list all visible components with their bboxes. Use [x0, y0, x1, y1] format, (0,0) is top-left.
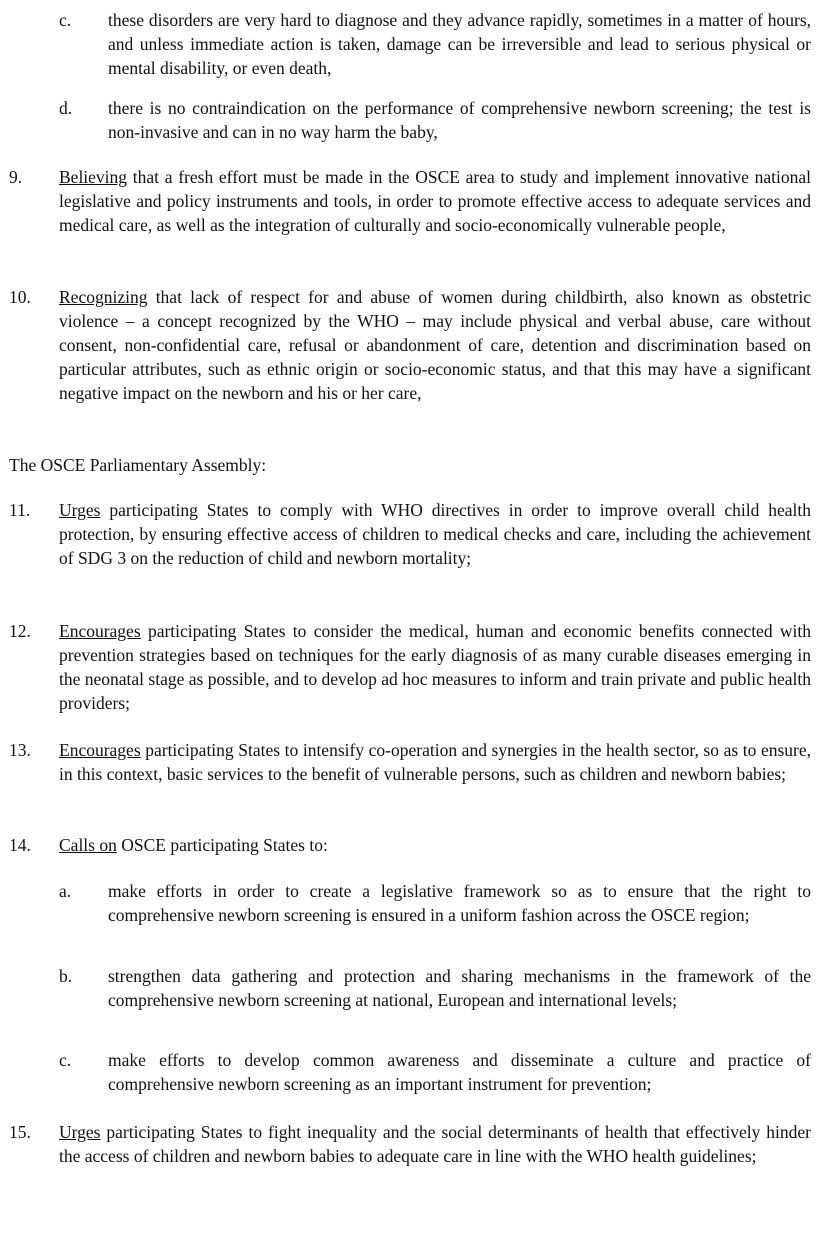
paragraph-keyword: Recognizing [59, 287, 148, 307]
clause-marker: c. [59, 10, 72, 30]
paragraph-number: 13. [9, 740, 31, 760]
paragraph-number: 10. [9, 287, 31, 307]
paragraph-text [59, 619, 811, 715]
paragraph-number: 12. [9, 621, 31, 641]
paragraph-number: 9. [9, 167, 23, 187]
paragraph-body: participating States to consider the medical, human and economic benefits connected with prevention strategies based on techniques for the early diagnosis of as many curable diseases emerging in the neonatal stage as possible, and to develop ad hoc measures to inform and train private and public health providers; [59, 621, 811, 713]
clause-text: these disorders are very hard to diagnose and they advance rapidly, sometimes in a matter of hours, and unless immediate action is taken, damage can be irreversible and lead to serious physical or mental disability, or even death, [108, 10, 811, 78]
paragraph-keyword: Urges [59, 500, 101, 520]
paragraph-keyword: Urges [59, 1122, 101, 1142]
paragraph-body: participating States to comply with WHO directives in order to improve overall child health protection, by ensuring effective access of children to medical checks and care, including the achievement of SDG 3 on the reduction of child and newborn mortality; [59, 500, 811, 568]
paragraph-text [59, 498, 811, 570]
clause-marker: c. [59, 1050, 72, 1070]
clause-marker: a. [59, 881, 72, 901]
clause-marker: d. [59, 98, 73, 118]
paragraph-keyword: Encourages [59, 621, 141, 641]
paragraph-keyword: Encourages [59, 740, 141, 760]
assembly-heading: The OSCE Parliamentary Assembly: [9, 455, 267, 475]
paragraph-body: participating States to intensify co-operation and synergies in the health sector, so as to ensure, in this context, basic services to the benefit of vulnerable persons, such as children and newborn babies; [59, 740, 811, 784]
paragraph-text [59, 738, 811, 786]
clause-text: make efforts to develop common awareness and disseminate a culture and practice of comprehensive newborn screening as an important instrument for prevention; [108, 1050, 811, 1094]
paragraph-number: 15. [9, 1122, 31, 1142]
paragraph-body: participating States to fight inequality and the social determinants of health that effectively hinder the access of children and newborn babies to adequate care in line with the WHO health guidelines; [59, 1122, 811, 1166]
paragraph-body: OSCE participating States to: [116, 835, 328, 855]
paragraph-keyword: Believing [59, 167, 128, 187]
paragraph-body: that lack of respect for and abuse of women during childbirth, also known as obstetric violence – a concept recognized by the WHO – may include physical and verbal abuse, care without consent, non-confidential care, refusal or abandonment of care, detention and discrimination based on particular attributes, such as ethnic origin or socio-economic status, and that this may have a significant negative impact on the newborn and his or her care, [59, 287, 811, 403]
paragraph-text [59, 285, 811, 405]
clause-text: make efforts in order to create a legislative framework so as to ensure that the right to comprehensive newborn screening is ensured in a uniform fashion across the OSCE region; [108, 881, 811, 925]
paragraph-number: 11. [9, 500, 31, 520]
paragraph-number: 14. [9, 835, 31, 855]
paragraph-keyword: Calls on [59, 835, 117, 855]
clause-text: there is no contraindication on the performance of comprehensive newborn screening; the test is non-invasive and can in no way harm the baby, [108, 98, 811, 142]
clause-marker: b. [59, 966, 73, 986]
paragraph-text [59, 165, 811, 237]
paragraph-text [59, 1120, 811, 1168]
paragraph-body: that a fresh effort must be made in the OSCE area to study and implement innovative national legislative and policy instruments and tools, in order to promote effective access to adequate services and medical care, as well as the integration of culturally and socio-economically vulnerable people, [59, 167, 811, 235]
paragraph-text [59, 833, 811, 857]
clause-text: strengthen data gathering and protection and sharing mechanisms in the framework of the comprehensive newborn screening at national, European and international levels; [108, 966, 811, 1010]
